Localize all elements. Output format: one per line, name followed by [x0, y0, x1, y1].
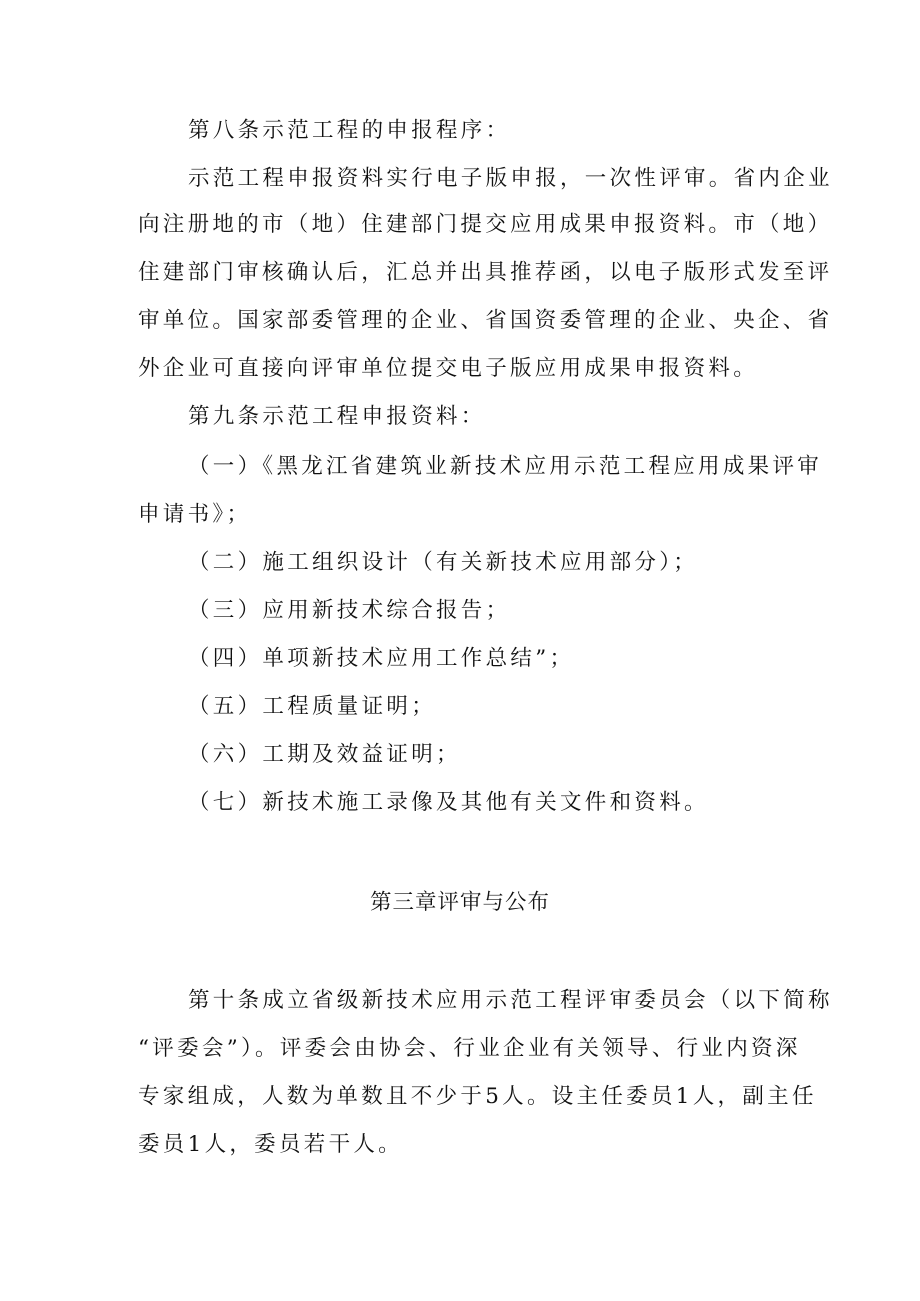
- article-8-line-2: 向注册地的市（地）住建部门提交应用成果申报资料。市（地）: [138, 212, 833, 237]
- article-9-title: 第九条示范工程申报资料：: [188, 404, 486, 429]
- article-10-line-3: 专家组成，人数为单数且不少于5人。设主任委员1人，副主任: [138, 1084, 817, 1109]
- list-item-1-continued: 申请书》；: [138, 502, 252, 527]
- article-8-line-1: 示范工程申报资料实行电子版申报，一次性评审。省内企业: [188, 166, 833, 191]
- list-item-7: （七）新技术施工录像及其他有关文件和资料。: [188, 790, 709, 815]
- list-item-1: （一）《黑龙江省建筑业新技术应用示范工程应用成果评审: [188, 454, 823, 479]
- article-8-line-4: 审单位。国家部委管理的企业、省国资委管理的企业、央企、省: [138, 308, 833, 333]
- article-10-line-4: 委员1人，委员若干人。: [138, 1132, 403, 1157]
- list-item-6: （六）工期及效益证明；: [188, 742, 461, 767]
- list-item-2: （二）施工组织设计（有关新技术应用部分）；: [188, 550, 699, 575]
- article-8-line-5: 外企业可直接向评审单位提交电子版应用成果申报资料。: [138, 356, 759, 381]
- list-item-3: （三）应用新技术综合报告；: [188, 598, 511, 623]
- article-8-title: 第八条示范工程的申报程序：: [188, 118, 511, 143]
- article-8-line-3: 住建部门审核确认后，汇总并出具推荐函，以电子版形式发至评: [138, 260, 833, 285]
- chapter-3-heading: 第三章评审与公布: [369, 890, 550, 915]
- article-10-line-2: “评委会”）。评委会由协会、行业企业有关领导、行业内资深: [138, 1036, 801, 1061]
- article-10-line-1: 第十条成立省级新技术应用示范工程评审委员会（以下简称: [188, 988, 833, 1013]
- list-item-5: （五）工程质量证明；: [188, 694, 437, 719]
- list-item-4: （四）单项新技术应用工作总结”；: [188, 646, 575, 671]
